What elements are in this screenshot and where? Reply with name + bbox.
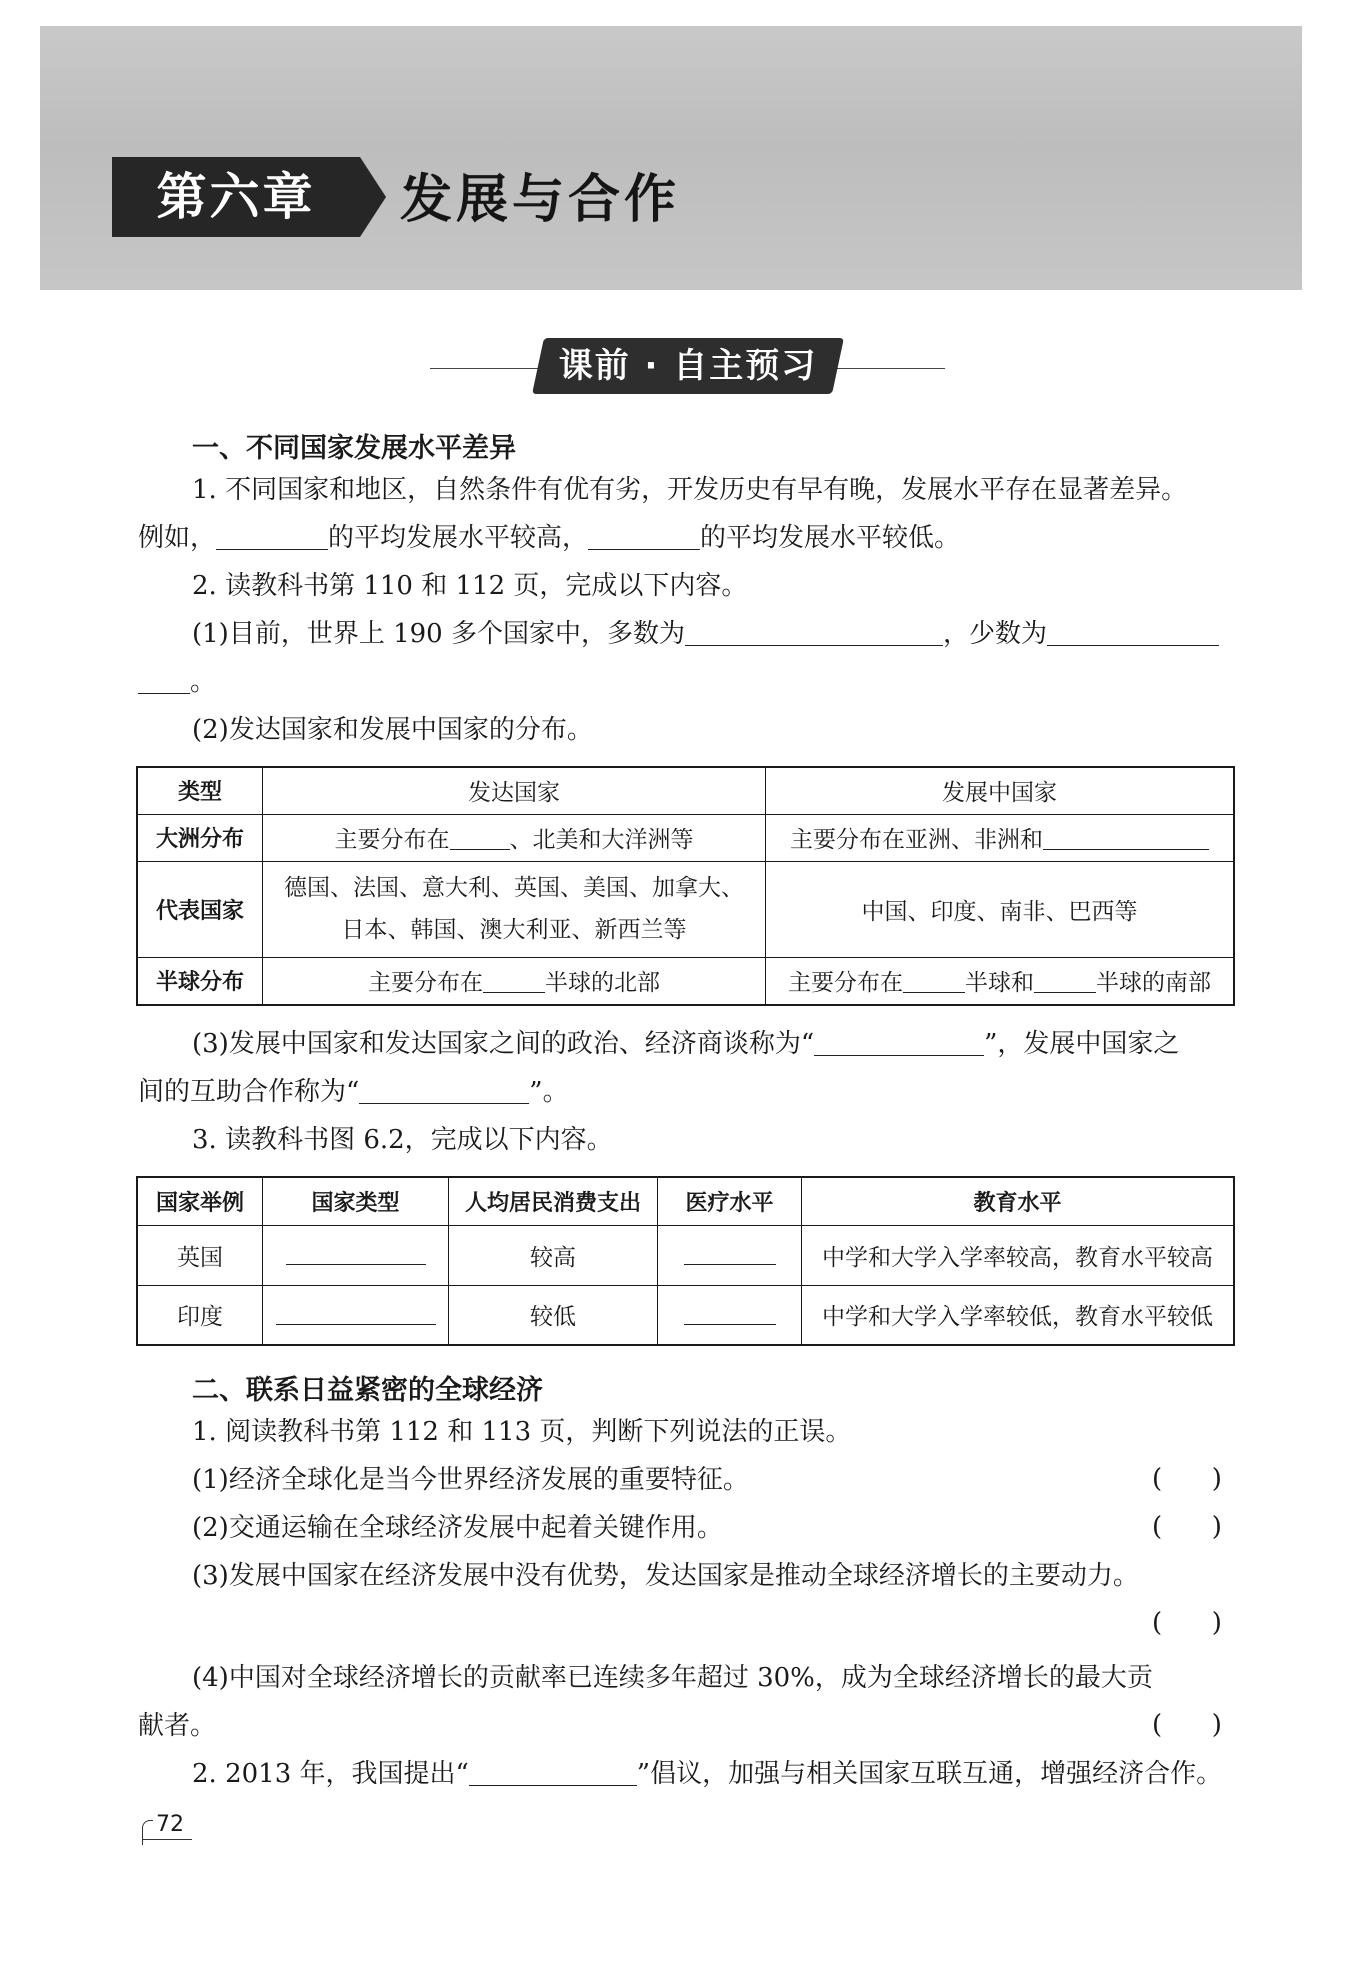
section-banner — [430, 330, 945, 400]
q2-text-a: 2. 2013 年，我国提出“ — [192, 1759, 469, 1789]
statement-3: (3)发展中国家在经济发展中没有优势，发达国家是推动全球经济增长的主要动力。 — [192, 1561, 1139, 1591]
table2-spending: 较高 — [449, 1225, 658, 1285]
hemisphere-blank[interactable] — [483, 970, 545, 993]
distribution-table — [136, 766, 1235, 1006]
statement-4-line1: (4)中国对全球经济增长的贡献率已连续多年超过 30%，成为全球经济增长的最大贡 — [192, 1663, 1153, 1693]
table1-row-label: 代表国家 — [137, 861, 263, 957]
table-row — [137, 814, 1234, 861]
hemisphere-blank-1[interactable] — [903, 970, 965, 993]
table2-header: 国家类型 — [263, 1177, 449, 1225]
table1-header-type: 类型 — [137, 767, 263, 814]
table2-header: 国家举例 — [137, 1177, 263, 1225]
table2-country: 印度 — [137, 1285, 263, 1345]
table2-cell — [658, 1285, 802, 1345]
part1-heading: 一、不同国家发展水平差异 — [192, 433, 516, 464]
continent-blank-developing[interactable] — [1043, 827, 1209, 850]
q2-1-end: 。 — [190, 667, 217, 697]
statement-2: (2)交通运输在全球经济发展中起着关键作用。 — [192, 1513, 723, 1543]
cell-text: 主要分布在亚洲、非洲和 — [790, 827, 1043, 853]
q2-1-continuation — [138, 666, 216, 698]
q1-blank-developed[interactable] — [216, 523, 328, 550]
cell-text: 主要分布在 — [334, 827, 450, 853]
q2-1-text-b: ，少数为 — [943, 619, 1048, 649]
cell-text: 半球的北部 — [545, 970, 660, 997]
q3-prompt: 3. 读教科书图 6.2，完成以下内容。 — [192, 1125, 613, 1155]
table2-cell — [263, 1285, 449, 1345]
q1-text-a: 例如， — [138, 523, 217, 553]
q2-2-line: (2)发达国家和发展中国家的分布。 — [192, 715, 593, 745]
answer-bracket-2[interactable]: ( ) — [1152, 1512, 1222, 1542]
answer-bracket-1[interactable]: ( ) — [1152, 1464, 1222, 1494]
table-row — [137, 861, 1234, 957]
country-type-blank[interactable] — [276, 1302, 436, 1325]
table2-header: 医疗水平 — [658, 1177, 802, 1225]
belt-road-blank[interactable] — [469, 1759, 637, 1786]
q2-1-blank-minority-cont[interactable] — [138, 667, 190, 694]
table1-row-label: 半球分布 — [137, 957, 263, 1005]
q2-1-line — [192, 618, 1219, 650]
country-comparison-table — [136, 1176, 1235, 1346]
table2-country: 英国 — [137, 1225, 263, 1285]
q2-prompt: 2. 读教科书第 110 和 112 页，完成以下内容。 — [192, 571, 748, 601]
q2-text-b: ”倡议，加强与相关国家互联互通，增强经济合作。 — [636, 1759, 1223, 1789]
cell-text: 、北美和大洋洲等 — [509, 827, 694, 853]
table1-cell — [766, 957, 1235, 1005]
q2-1-text-a: (1)目前，世界上 190 多个国家中，多数为 — [192, 619, 685, 649]
table1-header-developed: 发达国家 — [263, 767, 766, 814]
medical-level-blank[interactable] — [684, 1242, 776, 1265]
table2-header: 教育水平 — [802, 1177, 1235, 1225]
q2-3-text-b: ”，发展中国家之 — [984, 1029, 1180, 1059]
section-rule-right — [835, 368, 945, 369]
table1-row-label: 大洲分布 — [137, 814, 263, 861]
continent-blank[interactable] — [450, 827, 510, 850]
cell-text: 主要分布在 — [788, 970, 903, 997]
table2-cell — [263, 1225, 449, 1285]
q2-3-text-a: (3)发展中国家和发达国家之间的政治、经济商谈称为“ — [192, 1029, 815, 1059]
table1-cell — [263, 814, 766, 861]
q2-3-line1 — [192, 1028, 1179, 1060]
table1-cell — [263, 957, 766, 1005]
country-type-blank[interactable] — [286, 1242, 426, 1265]
south-south-blank[interactable] — [359, 1077, 529, 1104]
q2-3-text-d: ”。 — [529, 1077, 569, 1107]
section-rule-left — [430, 368, 540, 369]
cell-text: 半球和 — [965, 970, 1034, 997]
table2-education: 中学和大学入学率较高，教育水平较高 — [802, 1225, 1235, 1285]
part2-q1-prompt: 1. 阅读教科书第 112 和 113 页，判断下列说法的正误。 — [192, 1417, 852, 1447]
table2-cell — [658, 1225, 802, 1285]
q1-line2 — [138, 522, 960, 554]
table2-header: 人均居民消费支出 — [449, 1177, 658, 1225]
q1-line1: 1. 不同国家和地区，自然条件有优有劣，开发历史有早有晚，发展水平存在显著差异。 — [192, 475, 1188, 505]
table-row — [137, 1177, 1234, 1225]
north-south-blank[interactable] — [814, 1029, 984, 1056]
section-label: 课前 · 自主预习 — [558, 346, 818, 386]
cell-text: 半球的南部 — [1096, 970, 1211, 997]
q1-text-b: 的平均发展水平较高， — [328, 523, 589, 553]
table2-education: 中学和大学入学率较低，教育水平较低 — [802, 1285, 1235, 1345]
statement-4-line2: 献者。 — [138, 1711, 217, 1741]
answer-bracket-4[interactable]: ( ) — [1152, 1710, 1222, 1740]
q2-3-line2 — [138, 1076, 569, 1108]
chapter-label-box — [112, 157, 360, 237]
q1-text-c: 的平均发展水平较低。 — [700, 523, 961, 553]
table1-cell — [263, 861, 766, 957]
q2-1-blank-majority[interactable] — [685, 619, 943, 646]
q1-blank-developing[interactable] — [588, 523, 700, 550]
page-number: 72 — [142, 1812, 192, 1840]
table-row — [137, 767, 1234, 814]
q2-1-blank-minority[interactable] — [1047, 619, 1219, 646]
answer-bracket-3[interactable]: ( ) — [1152, 1608, 1222, 1638]
chapter-label: 第六章 — [156, 167, 316, 226]
hemisphere-blank-2[interactable] — [1034, 970, 1096, 993]
q2-3-text-c: 间的互助合作称为“ — [138, 1077, 360, 1107]
chapter-title: 发展与合作 — [400, 169, 681, 230]
part2-heading: 二、联系日益紧密的全球经济 — [192, 1375, 543, 1406]
table-row — [137, 957, 1234, 1005]
table1-header-developing: 发展中国家 — [766, 767, 1235, 814]
table-row — [137, 1285, 1234, 1345]
table1-cell: 中国、印度、南非、巴西等 — [766, 861, 1235, 957]
part2-q2-line — [192, 1758, 1222, 1790]
statement-1: (1)经济全球化是当今世界经济发展的重要特征。 — [192, 1465, 749, 1495]
medical-level-blank[interactable] — [684, 1302, 776, 1325]
cell-text: 德国、法国、意大利、英国、美国、加拿大、 — [284, 875, 744, 901]
table1-cell — [766, 814, 1235, 861]
table2-spending: 较低 — [449, 1285, 658, 1345]
cell-text: 日本、韩国、澳大利亚、新西兰等 — [341, 917, 687, 943]
cell-text: 主要分布在 — [368, 970, 483, 997]
table-row — [137, 1225, 1234, 1285]
